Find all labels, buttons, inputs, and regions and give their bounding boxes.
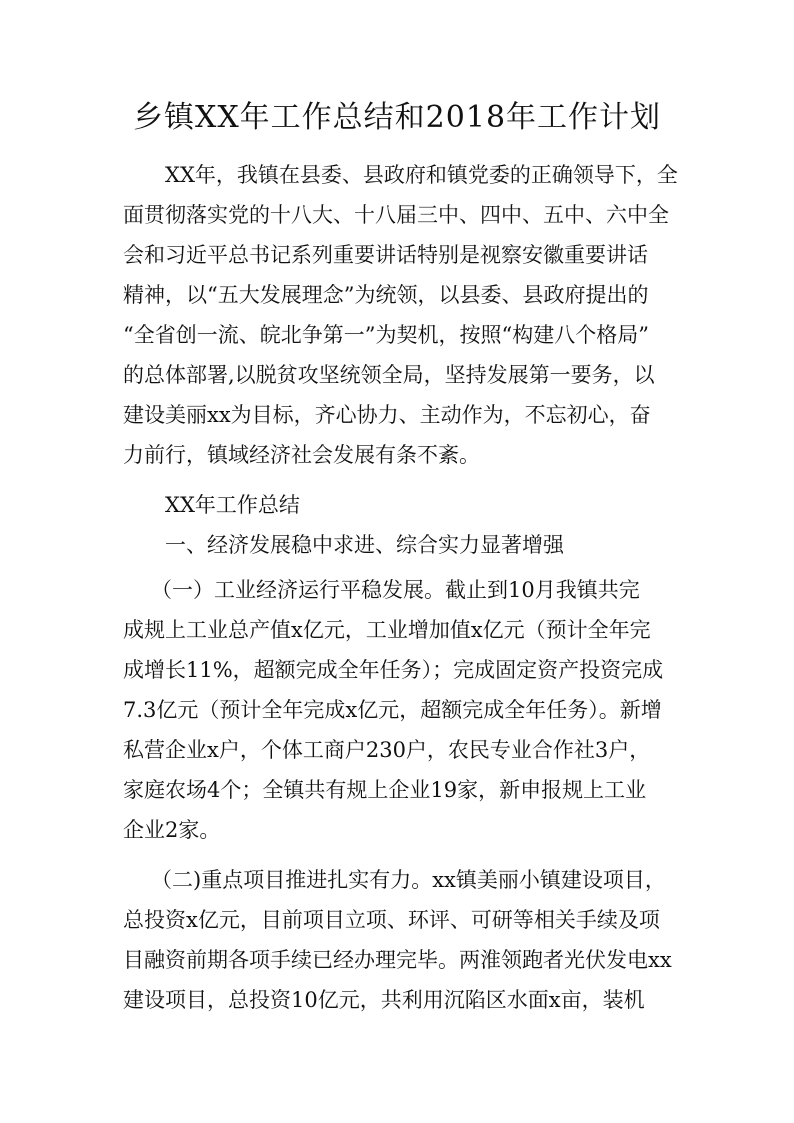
subheading: 一、经济发展稳中求进、综合实力显著增强 [165,533,564,557]
paragraph-3-line: 总投资x亿元，目前项目立项、环评、可研等相关手续及项 [123,908,660,932]
paragraph-1-line: XX年，我镇在县委、县政府和镇党委的正确领导下，全 [165,163,678,187]
paragraph-2-line: 企业2家。 [123,818,221,842]
paragraph-2-line: 私营企业x户，个体工商户230户，农民专业合作社3户， [123,738,651,762]
paragraph-2-line: 成增长11%，超额完成全年任务）；完成固定资产投资完成 [123,658,664,682]
paragraph-1-line: “全省创一流、皖北争第一”为契机，按照“构建八个格局” [123,323,649,347]
paragraph-3-line: 建设项目，总投资10亿元，共利用沉陷区水面x亩，装机 [123,988,645,1012]
paragraph-2-line: （一）工业经济运行平稳发展。截止到10月我镇共完 [151,578,640,602]
paragraph-3-line: 目融资前期各项手续已经办理完毕。两淮领跑者光伏发电xx [123,948,672,972]
paragraph-2-line: 家庭农场4个；全镇共有规上企业19家，新申报规上工业 [123,778,647,802]
paragraph-1-line: 精神，以“五大发展理念”为统领，以县委、县政府提出的 [123,283,649,307]
document-title: 乡镇XX年工作总结和2018年工作计划 [132,100,662,135]
paragraph-3-line: （二)重点项目推进扎实有力。xx镇美丽小镇建设项目， [151,868,666,892]
paragraph-1-line: 会和习近平总书记系列重要讲话特别是视察安徽重要讲话 [123,243,648,267]
paragraph-2-line: 7.3亿元（预计全年完成x亿元，超额完成全年任务）。新增 [123,698,662,722]
paragraph-1-line: 的总体部署,以脱贫攻坚统领全局，坚持发展第一要务，以 [123,363,655,387]
paragraph-1-line: 力前行，镇域经济社会发展有条不紊。 [123,443,480,467]
paragraph-1-line: 建设美丽xx为目标，齐心协力、主动作为，不忘初心，奋 [123,403,651,427]
paragraph-2-line: 成规上工业总产值x亿元，工业增加值x亿元（预计全年完 [123,618,651,642]
paragraph-1-line: 面贯彻落实党的十八大、十八届三中、四中、五中、六中全 [123,203,669,227]
section-heading: XX年工作总结 [165,493,300,517]
